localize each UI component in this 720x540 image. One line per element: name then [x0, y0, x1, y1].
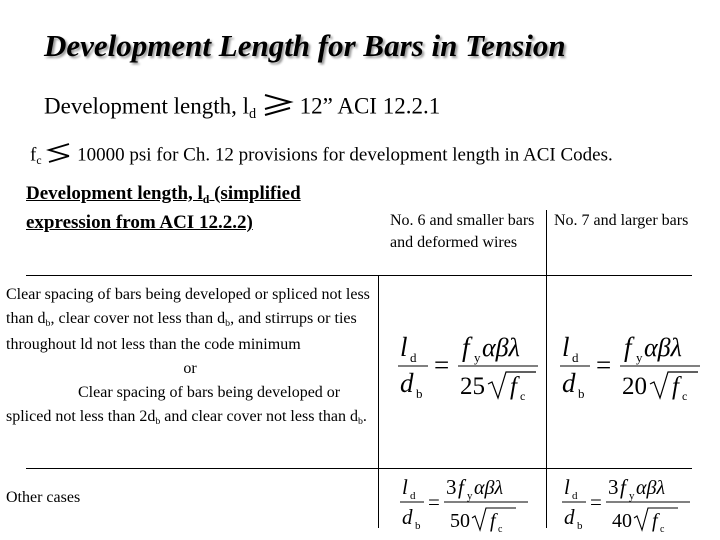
line2-prefix: f: [30, 144, 37, 166]
svg-text:3: 3: [446, 475, 457, 499]
formula-row1-col1: [396, 326, 542, 406]
row1-text-4: Clear spacing of bars being developed or spliced not less than 2d: [6, 384, 341, 425]
svg-text:=: =: [434, 350, 450, 380]
heading-suffix: (simplified expression from ACI 12.2.2): [26, 183, 301, 233]
greater-equal-symbol: [262, 92, 294, 124]
svg-text:d: d: [410, 350, 417, 365]
formula-row1-col2: [558, 326, 704, 406]
header-divider: [26, 275, 692, 276]
line1-suffix: 12” ACI 12.2.1: [299, 93, 441, 119]
svg-text:b: b: [415, 520, 421, 532]
row1-sub-1: b: [45, 318, 51, 330]
svg-text:=: =: [596, 350, 612, 380]
formula-row2-col2: [560, 470, 706, 534]
line1-sub: d: [249, 106, 257, 123]
table-heading: [26, 180, 378, 236]
row1-sub-4: b: [357, 416, 363, 428]
row2-label: Other cases: [6, 489, 81, 506]
svg-text:b: b: [416, 386, 423, 401]
col1-header: No. 6 and smaller bars and deformed wires: [390, 212, 535, 251]
svg-text:d: d: [410, 490, 416, 502]
svg-text:y: y: [474, 350, 481, 365]
svg-text:d: d: [572, 490, 578, 502]
heading-prefix: Development length, l: [26, 183, 203, 204]
row1-sub-3: b: [155, 416, 161, 428]
svg-text:l: l: [400, 332, 408, 362]
row1-condition: [6, 283, 374, 431]
row1-alt: [6, 381, 374, 431]
svg-text:d: d: [572, 350, 579, 365]
less-equal-symbol: [46, 142, 72, 170]
heading-sub: d: [202, 193, 210, 207]
svg-text:f: f: [510, 373, 517, 400]
line2-suffix: 10000 psi for Ch. 12 provisions for development length in ACI Codes.: [77, 144, 613, 166]
svg-text:l: l: [562, 332, 570, 362]
svg-text:=: =: [428, 490, 440, 514]
svg-text:αβλ: αβλ: [474, 477, 504, 499]
col2-header: No. 7 and larger bars: [554, 212, 689, 229]
svg-text:50: 50: [450, 510, 470, 532]
row1-sub-2: b: [225, 318, 231, 330]
svg-text:20: 20: [622, 373, 647, 400]
svg-text:c: c: [682, 389, 688, 403]
row1-or: or: [183, 360, 197, 377]
svg-text:3: 3: [608, 475, 619, 499]
row1-text-2: , clear cover not less than d: [50, 310, 226, 327]
row1-text-5: and clear cover not less than d: [160, 408, 358, 425]
svg-text:40: 40: [612, 510, 632, 532]
svg-text:y: y: [629, 490, 635, 502]
svg-text:y: y: [636, 350, 643, 365]
fc-limit-line: [30, 142, 613, 170]
col-divider-2: [546, 210, 547, 528]
row1-text-6: .: [362, 408, 367, 425]
svg-text:b: b: [578, 386, 585, 401]
svg-text:αβλ: αβλ: [644, 333, 682, 362]
svg-text:d: d: [402, 505, 413, 529]
svg-text:l: l: [564, 475, 570, 499]
svg-text:αβλ: αβλ: [482, 333, 520, 362]
svg-text:d: d: [400, 368, 414, 398]
line1-prefix: Development length, l: [44, 93, 250, 119]
row-divider: [26, 468, 692, 469]
svg-text:d: d: [564, 505, 575, 529]
col-divider-1: [378, 275, 379, 528]
row1-text-1: Clear spacing of bars being developed or spliced not less than d: [6, 286, 370, 327]
svg-text:d: d: [562, 368, 576, 398]
line2-sub: c: [36, 154, 42, 168]
page-title: Development Length for Bars in Tension: [44, 28, 566, 63]
svg-text:f: f: [652, 510, 658, 532]
svg-text:c: c: [660, 524, 665, 534]
svg-text:=: =: [590, 490, 602, 514]
svg-text:f: f: [490, 510, 496, 532]
svg-text:c: c: [498, 524, 503, 534]
svg-text:f: f: [458, 475, 464, 499]
svg-text:αβλ: αβλ: [636, 477, 666, 499]
svg-text:l: l: [402, 475, 408, 499]
development-length-min-line: [44, 92, 440, 124]
svg-text:f: f: [462, 332, 470, 362]
svg-text:b: b: [577, 520, 583, 532]
svg-text:y: y: [467, 490, 473, 502]
row1-text-3: , and stirrups or ties throughout ld not less than the code minimum: [6, 310, 357, 353]
svg-text:25: 25: [460, 373, 485, 400]
svg-text:c: c: [520, 389, 526, 403]
svg-text:f: f: [672, 373, 679, 400]
svg-text:f: f: [620, 475, 626, 499]
svg-text:f: f: [624, 332, 632, 362]
formula-row2-col1: [398, 470, 544, 534]
